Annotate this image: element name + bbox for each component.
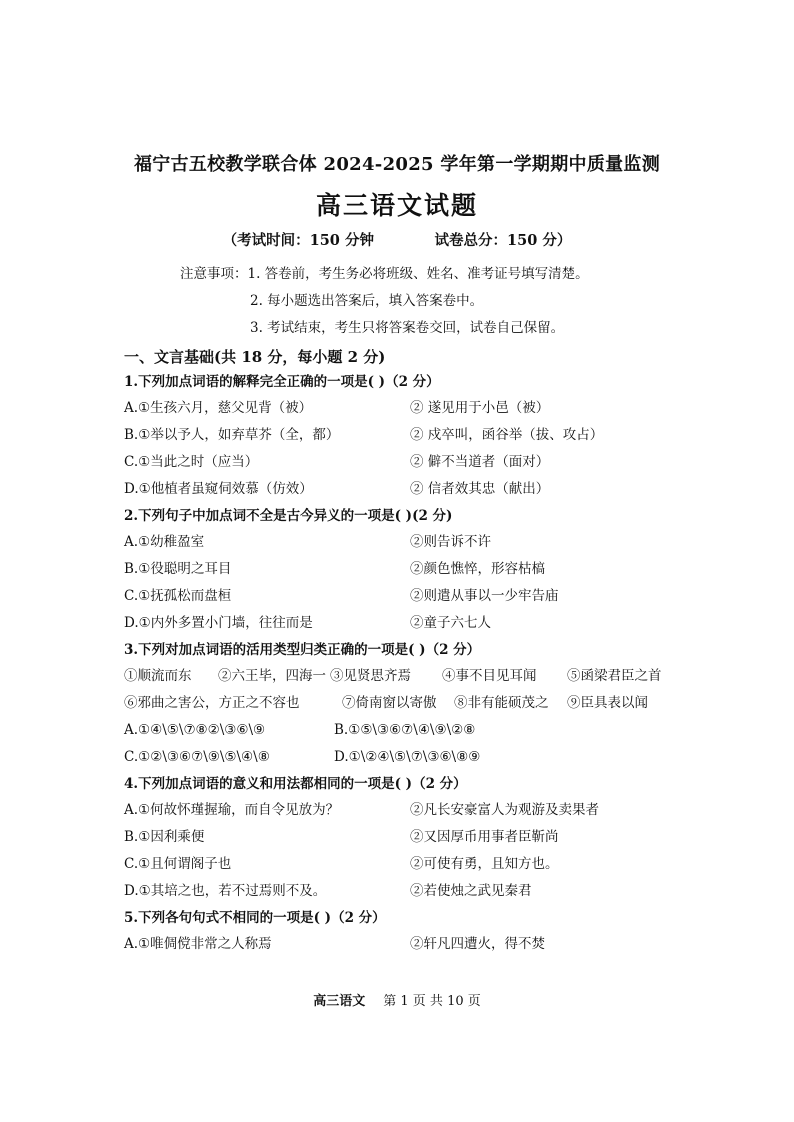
note-line-3 (180, 320, 589, 347)
list-item: ⑧非有能硕茂之 (454, 695, 549, 711)
footer-subject: 高三语文 (313, 994, 366, 1009)
section-heading: 一、文言基础(共 18 分，每小题 2 分) (124, 348, 386, 366)
question-3-options-cd (124, 748, 684, 775)
question-1-option-d (124, 480, 684, 507)
page-footer (0, 990, 794, 1009)
question-2-option-a (124, 533, 684, 560)
question-1-stem: 1.下列加点词语的解释完全正确的一项是( )（2 分） (124, 374, 440, 390)
question-4-option-c (124, 855, 684, 882)
option-text: ②凡长安豪富人为观游及卖果者 (410, 802, 599, 818)
exam-info (0, 229, 794, 250)
question-3-options-ab (124, 721, 684, 748)
exam-total-score: 试卷总分：150 分） (434, 232, 572, 249)
option-text: A.①唯倜傥非常之人称焉 (124, 936, 272, 952)
option-text: ②则告诉不许 (410, 534, 491, 550)
note-line-1 (180, 266, 589, 293)
exam-content (124, 348, 684, 962)
option-text: B.①役聪明之耳目 (124, 561, 232, 577)
list-item: ⑤函梁君臣之首 (567, 668, 662, 684)
list-item: ⑥邪曲之害公，方正之不容也 (124, 695, 300, 711)
note-item: 2. 每小题选出答案后，填入答案卷中。 (250, 293, 484, 309)
option-text: B.①因利乘便 (124, 829, 205, 845)
option-text: D.①\②④\⑤\⑦\③⑥\⑧⑨ (334, 749, 481, 765)
exam-subject-title: 高三语文试题 (315, 191, 478, 220)
option-text: ②可使有勇，且知方也。 (410, 856, 559, 872)
question-1-option-a (124, 399, 684, 426)
option-text: C.①抚孤松而盘桓 (124, 588, 232, 604)
option-text: ②颜色憔悴，形容枯槁 (410, 561, 545, 577)
option-text: D.①其培之也，若不过焉则不及。 (124, 883, 327, 899)
option-text: A.①何故怀瑾握瑜，而自令见放为？ (124, 802, 340, 818)
question-5-stem: 5.下列各句句式不相同的一项是( )（2 分） (124, 910, 386, 926)
exam-header-title: 福宁古五校教学联合体 2024-2025 学年第一学期期中质量监测 (133, 154, 661, 175)
option-text: D.①内外多置小门墙，往往而是 (124, 615, 313, 631)
notes-block (180, 266, 589, 347)
page-number: 第 1 页 共 10 页 (383, 994, 481, 1009)
list-item: ④事不目见耳闻 (442, 668, 537, 684)
question-4-option-d (124, 882, 684, 909)
question-2-option-b (124, 560, 684, 587)
note-item: 3. 考试结束，考生只将答案卷交回，试卷自己保留。 (250, 320, 565, 336)
question-3-items-row-2 (124, 694, 684, 721)
question-3-stem: 3.下列对加点词语的活用类型归类正确的一项是( )（2 分） (124, 642, 481, 658)
list-item: ⑦倚南窗以寄傲 (342, 695, 437, 711)
option-text: ② 信者效其忠（献出） (410, 481, 550, 497)
option-text: A.①生孩六月，慈父见背（被） (124, 400, 313, 416)
question-5-option-a (124, 935, 684, 962)
list-item: ②六王毕，四海一 (218, 668, 326, 684)
option-text: ② 僻不当道者（面对） (410, 454, 550, 470)
option-text: ②又因厚币用事者臣靳尚 (410, 829, 559, 845)
question-2-option-c (124, 587, 684, 614)
question-2-option-d (124, 614, 684, 641)
option-text: A.①④\⑤\⑦⑧②\③⑥\⑨ (124, 722, 266, 738)
question-1-option-b (124, 426, 684, 453)
list-item: ①顺流而东 (124, 668, 192, 684)
option-text: B.①⑤\③⑥⑦\④\⑨\②⑧ (334, 722, 476, 738)
question-4-option-b (124, 828, 684, 855)
option-text: ②若使烛之武见秦君 (410, 883, 532, 899)
option-text: ②则遣从事以一少牢告庙 (410, 588, 559, 604)
option-text: C.①当此之时（应当） (124, 454, 259, 470)
option-text: B.①举以予人，如弃草芥（全，都） (124, 427, 340, 443)
question-1-option-c (124, 453, 684, 480)
option-text: ② 遂见用于小邑（被） (410, 400, 550, 416)
option-text: D.①他植者虽窥伺效慕（仿效） (124, 481, 313, 497)
note-item: 1. 答卷前，考生务必将班级、姓名、准考证号填写清楚。 (247, 266, 589, 282)
question-4-option-a (124, 801, 684, 828)
option-text: C.①且何谓阁子也 (124, 856, 232, 872)
notes-label: 注意事项： (180, 266, 248, 282)
question-4-stem: 4.下列加点词语的意义和用法都相同的一项是( )（2 分） (124, 776, 467, 792)
option-text: ② 戍卒叫，函谷举（拔、攻占） (410, 427, 604, 443)
option-text: ②轩凡四遭火，得不焚 (410, 936, 545, 952)
list-item: ③见贤思齐焉 (330, 668, 411, 684)
question-2-stem: 2.下列句子中加点词不全是古今异义的一项是( )(2 分) (124, 508, 453, 524)
exam-time: （考试时间：150 分钟 (222, 232, 374, 249)
question-3-items-row-1 (124, 667, 684, 694)
option-text: C.①②\③⑥⑦\⑨\⑤\④\⑧ (124, 749, 270, 765)
option-text: A.①幼稚盈室 (124, 534, 205, 550)
list-item: ⑨臣具表以闻 (567, 695, 648, 711)
note-line-2 (180, 293, 589, 320)
option-text: ②童子六七人 (410, 615, 491, 631)
